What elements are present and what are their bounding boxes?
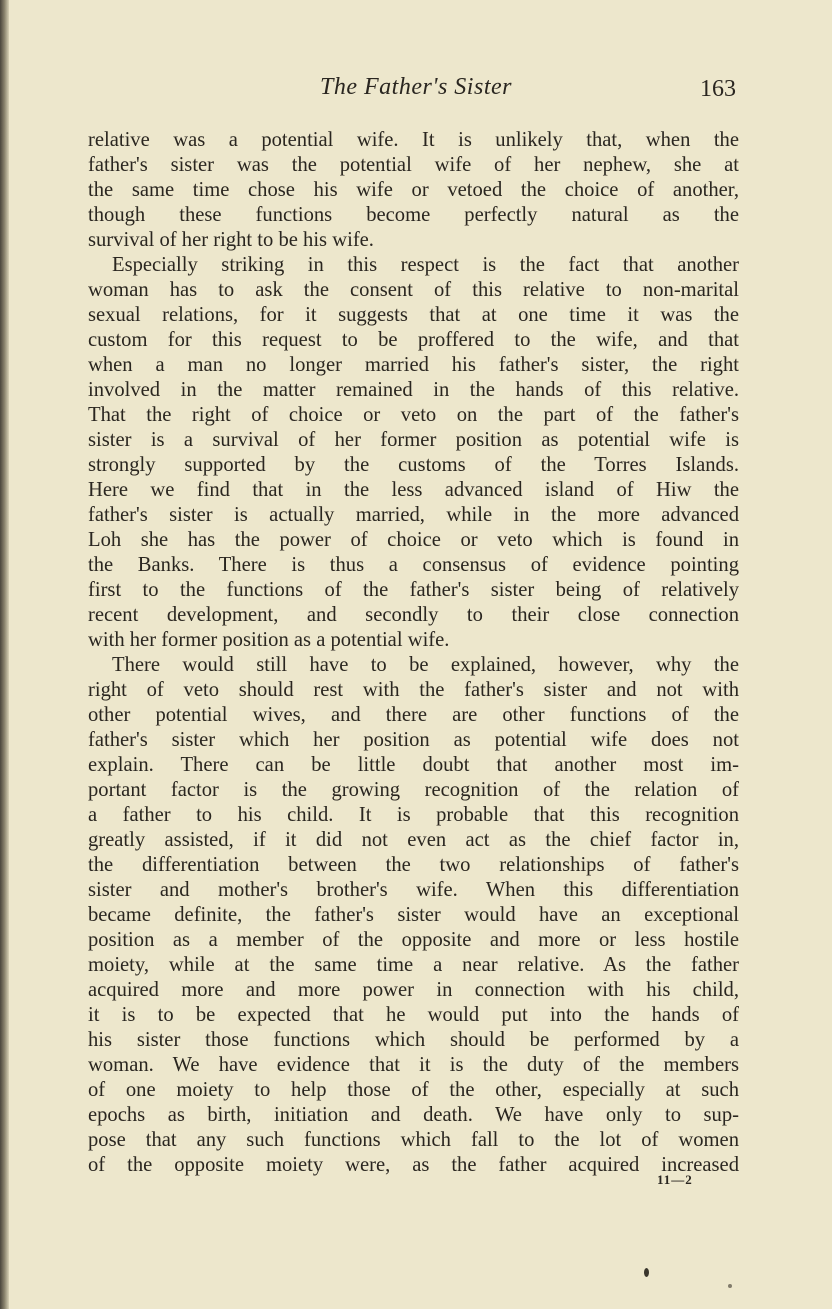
running-header-title: The Father's Sister [320, 74, 512, 100]
text-line: though these functions become perfectly natural as the [88, 204, 739, 226]
ink-speck [728, 1284, 732, 1288]
text-line: woman. We have evidence that it is the duty of the members [88, 1054, 739, 1076]
book-binding-edge [0, 0, 9, 1309]
text-line: involved in the matter remained in the hands of this relative. [88, 379, 739, 401]
text-line: became definite, the father's sister would have an exceptional [88, 904, 739, 926]
text-line: acquired more and more power in connection with his child, [88, 979, 739, 1001]
text-line: a father to his child. It is probable that this recognition [88, 804, 739, 826]
text-line: greatly assisted, if it did not even act as the chief factor in, [88, 829, 739, 851]
text-line: moiety, while at the same time a near relative. As the father [88, 954, 739, 976]
text-line: first to the functions of the father's sister being of relatively [88, 579, 739, 601]
page-number: 163 [700, 76, 736, 102]
text-line: father's sister which her position as potential wife does not [88, 729, 739, 751]
text-line: sexual relations, for it suggests that at one time it was the [88, 304, 739, 326]
text-line: epochs as birth, initiation and death. We have only to sup- [88, 1104, 739, 1126]
text-line: father's sister is actually married, while in the more advanced [88, 504, 739, 526]
body-text [88, 128, 739, 1178]
text-line: position as a member of the opposite and more or less hostile [88, 929, 739, 951]
ink-speck [644, 1268, 649, 1277]
text-line: the Banks. There is thus a consensus of evidence pointing [88, 554, 739, 576]
text-line: other potential wives, and there are other functions of the [88, 704, 739, 726]
text-line: pose that any such functions which fall to the lot of women [88, 1129, 739, 1151]
text-line: sister and mother's brother's wife. When this differentiation [88, 879, 739, 901]
text-line: Here we find that in the less advanced island of Hiw the [88, 479, 739, 501]
text-line: Loh she has the power of choice or veto which is found in [88, 529, 739, 551]
text-line: sister is a survival of her former position as potential wife is [88, 429, 739, 451]
text-line: That the right of choice or veto on the part of the father's [88, 404, 739, 426]
text-line: Especially striking in this respect is the fact that another [112, 254, 739, 276]
text-line: the differentiation between the two relationships of father's [88, 854, 739, 876]
paragraph [88, 128, 739, 253]
text-line: father's sister was the potential wife of her nephew, she at [88, 154, 739, 176]
text-line: with her former position as a potential wife. [88, 629, 450, 651]
text-line: strongly supported by the customs of the Torres Islands. [88, 454, 739, 476]
text-line: portant factor is the growing recognition of the relation of [88, 779, 739, 801]
signature-mark: 11—2 [657, 1172, 693, 1187]
text-line: when a man no longer married his father's sister, the right [88, 354, 739, 376]
text-line: it is to be expected that he would put into the hands of [88, 1004, 739, 1026]
text-line: the same time chose his wife or vetoed the choice of another, [88, 179, 739, 201]
paragraph [88, 253, 739, 653]
text-line: recent development, and secondly to their close connection [88, 604, 739, 626]
text-line: of the opposite moiety were, as the father acquired increased [88, 1154, 739, 1176]
text-line: relative was a potential wife. It is unlikely that, when the [88, 129, 739, 151]
text-line: custom for this request to be proffered to the wife, and that [88, 329, 739, 351]
text-line: There would still have to be explained, however, why the [112, 654, 739, 676]
text-line: right of veto should rest with the father's sister and not with [88, 679, 739, 701]
text-line: survival of her right to be his wife. [88, 229, 374, 251]
text-line: explain. There can be little doubt that another most im- [88, 754, 739, 776]
text-line: woman has to ask the consent of this relative to non-marital [88, 279, 739, 301]
text-line: his sister those functions which should be performed by a [88, 1029, 739, 1051]
paragraph [88, 653, 739, 1178]
text-line: of one moiety to help those of the other, especially at such [88, 1079, 739, 1101]
